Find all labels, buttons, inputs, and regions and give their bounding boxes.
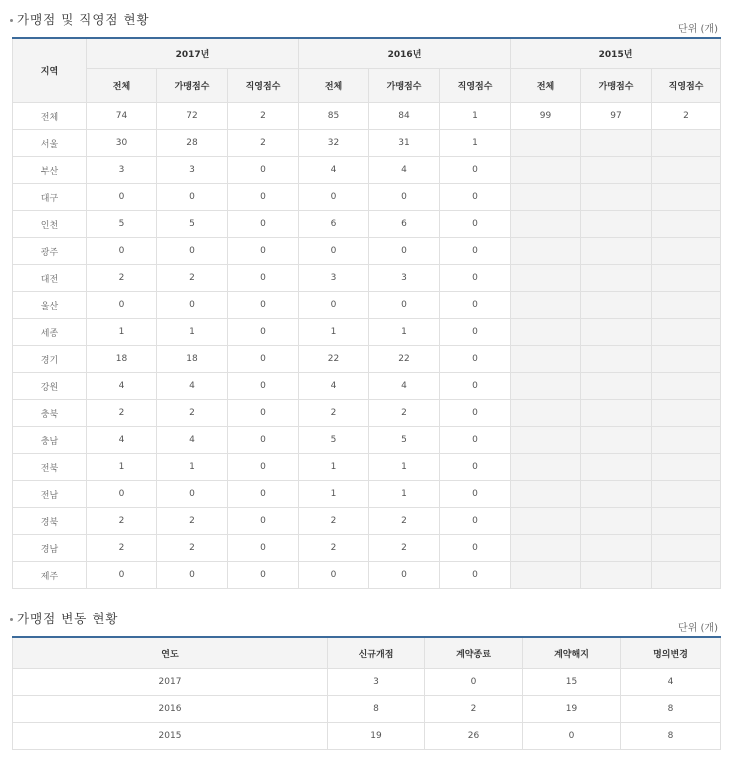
region-cell: 강원 [13, 373, 87, 400]
value-cell: 0 [87, 238, 157, 265]
value-cell [652, 400, 721, 427]
value-cell: 0 [228, 562, 299, 589]
year-cell: 2017 [13, 669, 328, 696]
value-cell: 2 [369, 400, 440, 427]
value-cell: 18 [157, 346, 228, 373]
value-cell: 0 [228, 400, 299, 427]
value-cell [511, 427, 581, 454]
value-cell: 1 [87, 319, 157, 346]
value-cell: 22 [299, 346, 369, 373]
value-cell [511, 562, 581, 589]
value-cell: 5 [299, 427, 369, 454]
value-cell [581, 292, 652, 319]
region-cell: 인천 [13, 211, 87, 238]
value-cell: 8 [328, 696, 425, 723]
value-cell: 1 [299, 481, 369, 508]
value-cell [581, 535, 652, 562]
value-cell [581, 427, 652, 454]
value-cell: 97 [581, 103, 652, 130]
value-cell: 26 [425, 723, 523, 750]
value-cell [511, 454, 581, 481]
value-cell: 0 [228, 157, 299, 184]
value-cell [652, 184, 721, 211]
value-cell: 5 [87, 211, 157, 238]
sub-header: 전체 [299, 69, 369, 103]
value-cell [511, 265, 581, 292]
value-cell: 1 [299, 319, 369, 346]
value-cell: 2 [425, 696, 523, 723]
value-cell: 8 [621, 723, 721, 750]
value-cell [652, 292, 721, 319]
value-cell: 0 [299, 562, 369, 589]
value-cell: 0 [228, 211, 299, 238]
bullet-icon [10, 618, 13, 621]
region-cell: 광주 [13, 238, 87, 265]
value-cell [581, 400, 652, 427]
value-cell: 2 [157, 265, 228, 292]
stores-table-body [13, 103, 721, 589]
value-cell [652, 481, 721, 508]
value-cell: 6 [369, 211, 440, 238]
value-cell: 1 [157, 319, 228, 346]
value-cell: 2 [369, 535, 440, 562]
value-cell: 0 [299, 292, 369, 319]
value-cell: 72 [157, 103, 228, 130]
sub-header: 직영점수 [652, 69, 721, 103]
value-cell [581, 508, 652, 535]
sub-header: 전체 [87, 69, 157, 103]
region-cell: 충남 [13, 427, 87, 454]
value-cell: 0 [440, 292, 511, 319]
year-cell: 2015 [13, 723, 328, 750]
section-title-stores-text: 가맹점 및 직영점 현황 [17, 12, 150, 27]
value-cell: 0 [440, 184, 511, 211]
value-cell [511, 319, 581, 346]
value-cell: 4 [87, 373, 157, 400]
table-row [13, 669, 721, 696]
region-cell: 경남 [13, 535, 87, 562]
value-cell [511, 157, 581, 184]
value-cell: 0 [440, 454, 511, 481]
value-cell [511, 400, 581, 427]
value-cell [652, 265, 721, 292]
value-cell [581, 346, 652, 373]
value-cell [511, 481, 581, 508]
table-row [13, 238, 721, 265]
value-cell: 3 [369, 265, 440, 292]
value-cell: 2 [652, 103, 721, 130]
region-cell: 제주 [13, 562, 87, 589]
region-cell: 울산 [13, 292, 87, 319]
stores-table [12, 37, 721, 589]
value-cell [581, 130, 652, 157]
value-cell: 0 [440, 373, 511, 400]
value-cell: 2 [369, 508, 440, 535]
value-cell: 2 [299, 508, 369, 535]
value-cell: 0 [157, 562, 228, 589]
region-cell: 전북 [13, 454, 87, 481]
value-cell [652, 211, 721, 238]
value-cell [511, 535, 581, 562]
value-cell: 18 [87, 346, 157, 373]
value-cell: 0 [440, 481, 511, 508]
value-cell: 0 [228, 265, 299, 292]
value-cell: 2 [87, 265, 157, 292]
value-cell [581, 319, 652, 346]
value-cell [511, 346, 581, 373]
value-cell: 0 [228, 481, 299, 508]
value-cell: 0 [369, 184, 440, 211]
value-cell: 0 [87, 562, 157, 589]
value-cell [652, 157, 721, 184]
value-cell: 0 [440, 157, 511, 184]
region-cell: 충북 [13, 400, 87, 427]
changes-table [12, 636, 721, 750]
value-cell [652, 346, 721, 373]
value-cell: 0 [228, 373, 299, 400]
value-cell: 2 [228, 103, 299, 130]
value-cell: 0 [369, 238, 440, 265]
value-cell: 0 [299, 184, 369, 211]
value-cell [581, 184, 652, 211]
value-cell: 3 [299, 265, 369, 292]
column-header: 신규개점 [328, 637, 425, 669]
sub-header: 전체 [511, 69, 581, 103]
table-row [13, 696, 721, 723]
value-cell: 4 [299, 157, 369, 184]
value-cell: 4 [157, 373, 228, 400]
value-cell [511, 373, 581, 400]
section-title-changes [10, 609, 118, 627]
sub-header: 가맹점수 [581, 69, 652, 103]
value-cell: 0 [228, 454, 299, 481]
value-cell: 4 [157, 427, 228, 454]
table-row [13, 292, 721, 319]
region-cell: 서울 [13, 130, 87, 157]
value-cell: 1 [299, 454, 369, 481]
year-header: 2016년 [299, 38, 511, 69]
value-cell: 28 [157, 130, 228, 157]
value-cell: 0 [299, 238, 369, 265]
unit-label-stores: 단위 (개) [678, 24, 718, 35]
table-row [13, 481, 721, 508]
value-cell: 84 [369, 103, 440, 130]
value-cell: 6 [299, 211, 369, 238]
table-row [13, 535, 721, 562]
stores-table-header [13, 38, 721, 103]
value-cell: 2 [157, 400, 228, 427]
table-row [13, 400, 721, 427]
value-cell: 2 [228, 130, 299, 157]
value-cell: 0 [440, 238, 511, 265]
value-cell: 15 [523, 669, 621, 696]
value-cell: 0 [228, 508, 299, 535]
table-row [13, 427, 721, 454]
region-cell: 대전 [13, 265, 87, 292]
value-cell: 32 [299, 130, 369, 157]
table-row [13, 508, 721, 535]
value-cell [581, 373, 652, 400]
value-cell: 0 [157, 238, 228, 265]
value-cell [581, 211, 652, 238]
value-cell [652, 319, 721, 346]
value-cell [511, 292, 581, 319]
section-title-changes-text: 가맹점 변동 현황 [17, 611, 119, 626]
value-cell: 99 [511, 103, 581, 130]
region-cell: 대구 [13, 184, 87, 211]
table-row [13, 211, 721, 238]
table-row [13, 184, 721, 211]
column-header: 연도 [13, 637, 328, 669]
region-cell: 부산 [13, 157, 87, 184]
changes-table-body [13, 669, 721, 750]
value-cell [511, 211, 581, 238]
value-cell: 31 [369, 130, 440, 157]
column-header: 계약해지 [523, 637, 621, 669]
table-row [13, 157, 721, 184]
table-row [13, 562, 721, 589]
column-header: 명의변경 [621, 637, 721, 669]
table-row [13, 346, 721, 373]
value-cell [581, 481, 652, 508]
value-cell: 0 [369, 292, 440, 319]
value-cell: 1 [369, 481, 440, 508]
value-cell: 85 [299, 103, 369, 130]
region-cell: 경기 [13, 346, 87, 373]
value-cell: 5 [157, 211, 228, 238]
region-cell: 경북 [13, 508, 87, 535]
region-cell: 전남 [13, 481, 87, 508]
value-cell: 1 [157, 454, 228, 481]
value-cell: 2 [87, 535, 157, 562]
value-cell: 22 [369, 346, 440, 373]
value-cell: 0 [228, 238, 299, 265]
year-cell: 2016 [13, 696, 328, 723]
value-cell [652, 454, 721, 481]
value-cell [581, 454, 652, 481]
value-cell: 2 [157, 535, 228, 562]
value-cell: 2 [299, 400, 369, 427]
value-cell [511, 130, 581, 157]
value-cell [652, 427, 721, 454]
value-cell: 0 [228, 427, 299, 454]
value-cell [511, 508, 581, 535]
table-row [13, 265, 721, 292]
value-cell: 1 [440, 130, 511, 157]
value-cell: 74 [87, 103, 157, 130]
value-cell: 4 [369, 157, 440, 184]
value-cell: 0 [440, 265, 511, 292]
value-cell [652, 535, 721, 562]
value-cell: 0 [228, 535, 299, 562]
value-cell [652, 508, 721, 535]
value-cell: 0 [228, 319, 299, 346]
sub-header: 가맹점수 [369, 69, 440, 103]
value-cell [581, 265, 652, 292]
value-cell [511, 238, 581, 265]
value-cell: 0 [369, 562, 440, 589]
value-cell: 5 [369, 427, 440, 454]
value-cell: 0 [157, 184, 228, 211]
value-cell: 0 [228, 184, 299, 211]
value-cell [652, 238, 721, 265]
table-row [13, 454, 721, 481]
sub-header: 직영점수 [440, 69, 511, 103]
region-cell: 세종 [13, 319, 87, 346]
value-cell: 0 [440, 400, 511, 427]
value-cell: 1 [369, 319, 440, 346]
value-cell: 1 [369, 454, 440, 481]
value-cell: 0 [440, 427, 511, 454]
value-cell: 3 [157, 157, 228, 184]
value-cell: 2 [299, 535, 369, 562]
value-cell: 4 [87, 427, 157, 454]
value-cell [581, 238, 652, 265]
value-cell [652, 130, 721, 157]
value-cell: 0 [440, 211, 511, 238]
value-cell: 4 [299, 373, 369, 400]
value-cell: 0 [228, 292, 299, 319]
value-cell: 30 [87, 130, 157, 157]
changes-table-header [13, 637, 721, 669]
table-row [13, 723, 721, 750]
value-cell: 4 [621, 669, 721, 696]
sub-header: 가맹점수 [157, 69, 228, 103]
value-cell [511, 184, 581, 211]
value-cell: 0 [440, 535, 511, 562]
value-cell: 0 [440, 319, 511, 346]
value-cell: 19 [523, 696, 621, 723]
value-cell: 1 [87, 454, 157, 481]
table-row [13, 103, 721, 130]
value-cell: 1 [440, 103, 511, 130]
value-cell: 0 [228, 346, 299, 373]
table-row [13, 373, 721, 400]
value-cell: 2 [87, 508, 157, 535]
year-header: 2015년 [511, 38, 721, 69]
value-cell: 0 [87, 184, 157, 211]
table-row [13, 130, 721, 157]
value-cell: 0 [87, 481, 157, 508]
value-cell: 4 [369, 373, 440, 400]
sub-header: 직영점수 [228, 69, 299, 103]
value-cell [652, 562, 721, 589]
value-cell: 3 [87, 157, 157, 184]
table-row [13, 319, 721, 346]
column-header: 계약종료 [425, 637, 523, 669]
value-cell: 2 [87, 400, 157, 427]
value-cell [652, 373, 721, 400]
value-cell: 0 [440, 562, 511, 589]
unit-label-changes: 단위 (개) [678, 623, 718, 634]
value-cell: 0 [87, 292, 157, 319]
bullet-icon [10, 19, 13, 22]
year-header: 2017년 [87, 38, 299, 69]
region-cell: 전체 [13, 103, 87, 130]
value-cell: 0 [440, 346, 511, 373]
value-cell: 8 [621, 696, 721, 723]
value-cell: 0 [425, 669, 523, 696]
region-header: 지역 [13, 38, 87, 103]
value-cell: 3 [328, 669, 425, 696]
section-title-stores [10, 10, 150, 28]
value-cell: 0 [523, 723, 621, 750]
value-cell: 0 [157, 481, 228, 508]
value-cell [581, 562, 652, 589]
value-cell: 0 [440, 508, 511, 535]
value-cell: 0 [157, 292, 228, 319]
value-cell: 2 [157, 508, 228, 535]
value-cell [581, 157, 652, 184]
value-cell: 19 [328, 723, 425, 750]
